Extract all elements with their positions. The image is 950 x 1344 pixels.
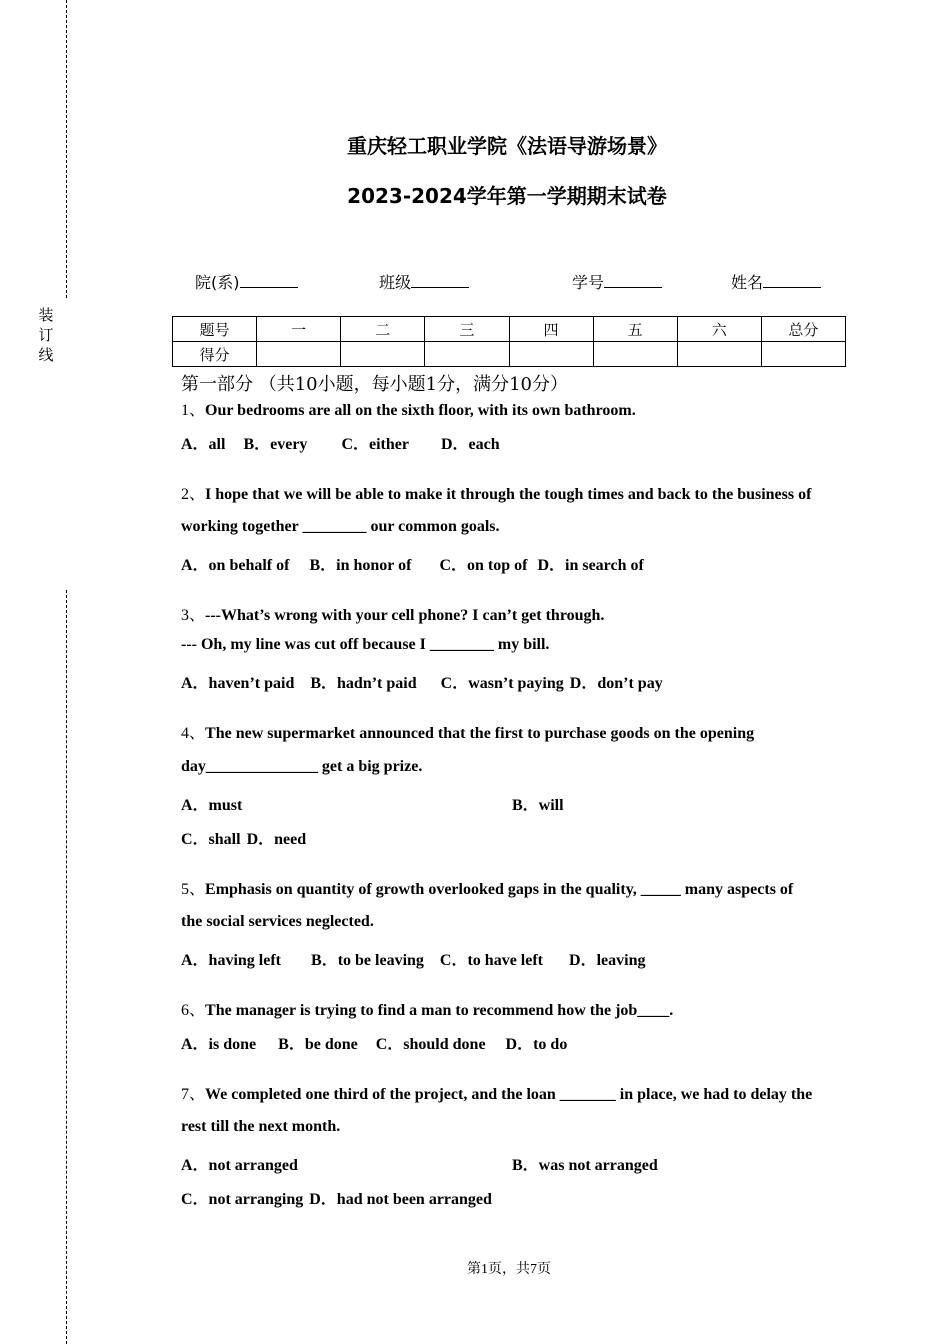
question-number: 6、 (181, 1002, 206, 1019)
question-text: Emphasis on quantity of growth overlooked gaps in the quality, _____ many aspects of (205, 881, 794, 898)
question-text: The manager is trying to find a man to recommend how the job____. (205, 1002, 674, 1019)
option-d[interactable]: D．leaving (569, 952, 646, 969)
name-label: 姓名 (731, 273, 764, 292)
score-header-cell: 五 (593, 317, 677, 342)
option-a[interactable]: A．all (181, 436, 226, 453)
score-table-score-row (173, 342, 846, 367)
question-3-options (181, 670, 663, 693)
score-header-cell: 题号 (173, 317, 257, 342)
question-number: 2、 (181, 486, 206, 503)
score-row-label: 得分 (173, 342, 257, 367)
option-c[interactable]: C．shall (181, 831, 241, 848)
score-header-cell: 总分 (761, 317, 845, 342)
score-header-cell: 六 (677, 317, 761, 342)
exam-subtitle: 2023-2024学年第一学期期末试卷 (347, 184, 667, 208)
option-a[interactable]: A．must (181, 797, 243, 814)
option-b[interactable]: B．in honor of (309, 557, 412, 574)
section-heading: 第一部分 （共10小题，每小题1分，满分10分） (181, 374, 568, 395)
id-blank[interactable] (604, 273, 662, 288)
option-c[interactable]: C．not arranging (181, 1191, 304, 1208)
question-1-options (181, 431, 500, 454)
question-number: 4、 (181, 725, 206, 742)
question-number: 7、 (181, 1086, 206, 1103)
question-number: 5、 (181, 881, 206, 898)
option-a[interactable]: A．having left (181, 952, 282, 969)
question-5-line2: the social services neglected. (181, 913, 374, 930)
question-4 (181, 720, 754, 743)
option-a[interactable]: A．not arranged (181, 1157, 298, 1174)
id-field[interactable] (572, 270, 662, 293)
option-d[interactable]: D．had not been arranged (309, 1191, 492, 1208)
score-table (172, 316, 846, 367)
binding-char: 线 (38, 346, 54, 364)
question-7-line2: rest till the next month. (181, 1118, 341, 1135)
option-c[interactable]: C．to have left (439, 952, 544, 969)
option-b[interactable]: B．hadn’t paid (310, 675, 417, 692)
binding-label (38, 305, 54, 365)
option-a[interactable]: A．on behalf of (181, 557, 290, 574)
score-cell[interactable] (593, 342, 677, 367)
question-1 (181, 397, 636, 420)
score-header-cell: 二 (341, 317, 425, 342)
option-b[interactable]: B．every (243, 436, 308, 453)
option-b[interactable]: B．be done (278, 1036, 358, 1053)
option-d[interactable]: D．each (440, 436, 500, 453)
score-header-cell: 三 (425, 317, 509, 342)
option-b[interactable]: B．was not arranged (512, 1157, 658, 1174)
score-header-cell: 一 (257, 317, 341, 342)
class-blank[interactable] (411, 273, 469, 288)
question-5 (181, 876, 793, 899)
score-cell[interactable] (425, 342, 509, 367)
option-a[interactable]: A．is done (181, 1036, 257, 1053)
class-field[interactable] (379, 270, 469, 293)
question-text: I hope that we will be able to make it through the tough times and back to the business of (205, 486, 812, 503)
binding-dashed-line-bottom (66, 590, 67, 1344)
option-c[interactable]: C．wasn’t paying (440, 675, 564, 692)
question-6-options (181, 1031, 567, 1054)
question-4-line2: day______________ get a big prize. (181, 758, 423, 775)
option-d[interactable]: D．need (246, 831, 307, 848)
dept-label: 院(系) (195, 273, 240, 292)
question-7 (181, 1081, 812, 1104)
question-text: The new supermarket announced that the first to purchase goods on the opening (205, 725, 755, 742)
score-cell[interactable] (257, 342, 341, 367)
score-cell[interactable] (341, 342, 425, 367)
question-number: 1、 (181, 402, 206, 419)
option-c[interactable]: C．should done (375, 1036, 486, 1053)
question-text: Our bedrooms are all on the sixth floor, with its own bathroom. (205, 402, 636, 419)
option-b[interactable]: B．will (512, 797, 564, 814)
question-2-options (181, 552, 644, 575)
question-text: We completed one third of the project, and the loan _______ in place, we had to delay the (205, 1086, 813, 1103)
score-header-cell: 四 (509, 317, 593, 342)
option-d[interactable]: D．to do (505, 1036, 568, 1053)
option-d[interactable]: D．in search of (537, 557, 644, 574)
question-6 (181, 997, 673, 1020)
question-2-line2: working together ________ our common goals. (181, 518, 500, 535)
question-4-options-cd (181, 826, 306, 849)
name-blank[interactable] (763, 273, 821, 288)
question-5-options (181, 947, 645, 970)
name-field[interactable] (731, 270, 821, 293)
page-footer: 第1页，共7页 (467, 1262, 551, 1277)
question-3-line2: --- Oh, my line was cut off because I ________ my bill. (181, 636, 550, 653)
class-label: 班级 (379, 273, 412, 292)
dept-field[interactable] (195, 270, 298, 293)
option-a[interactable]: A．haven’t paid (181, 675, 295, 692)
exam-title: 重庆轻工职业学院《法语导游场景》 (347, 134, 667, 158)
option-c[interactable]: C．on top of (439, 557, 528, 574)
option-b[interactable]: B．to be leaving (311, 952, 424, 969)
option-c[interactable]: C．either (341, 436, 409, 453)
question-number: 3、 (181, 607, 206, 624)
option-d[interactable]: D．don’t pay (569, 675, 663, 692)
question-3 (181, 602, 604, 625)
binding-char: 装 (38, 306, 54, 324)
question-2 (181, 481, 811, 504)
score-cell[interactable] (677, 342, 761, 367)
score-cell[interactable] (761, 342, 845, 367)
score-cell[interactable] (509, 342, 593, 367)
question-text: ---What’s wrong with your cell phone? I can’t get through. (205, 607, 605, 624)
dept-blank[interactable] (240, 273, 298, 288)
question-7-options-cd (181, 1186, 492, 1209)
id-label: 学号 (572, 273, 605, 292)
binding-char: 订 (38, 326, 54, 344)
score-table-header-row (173, 317, 846, 342)
